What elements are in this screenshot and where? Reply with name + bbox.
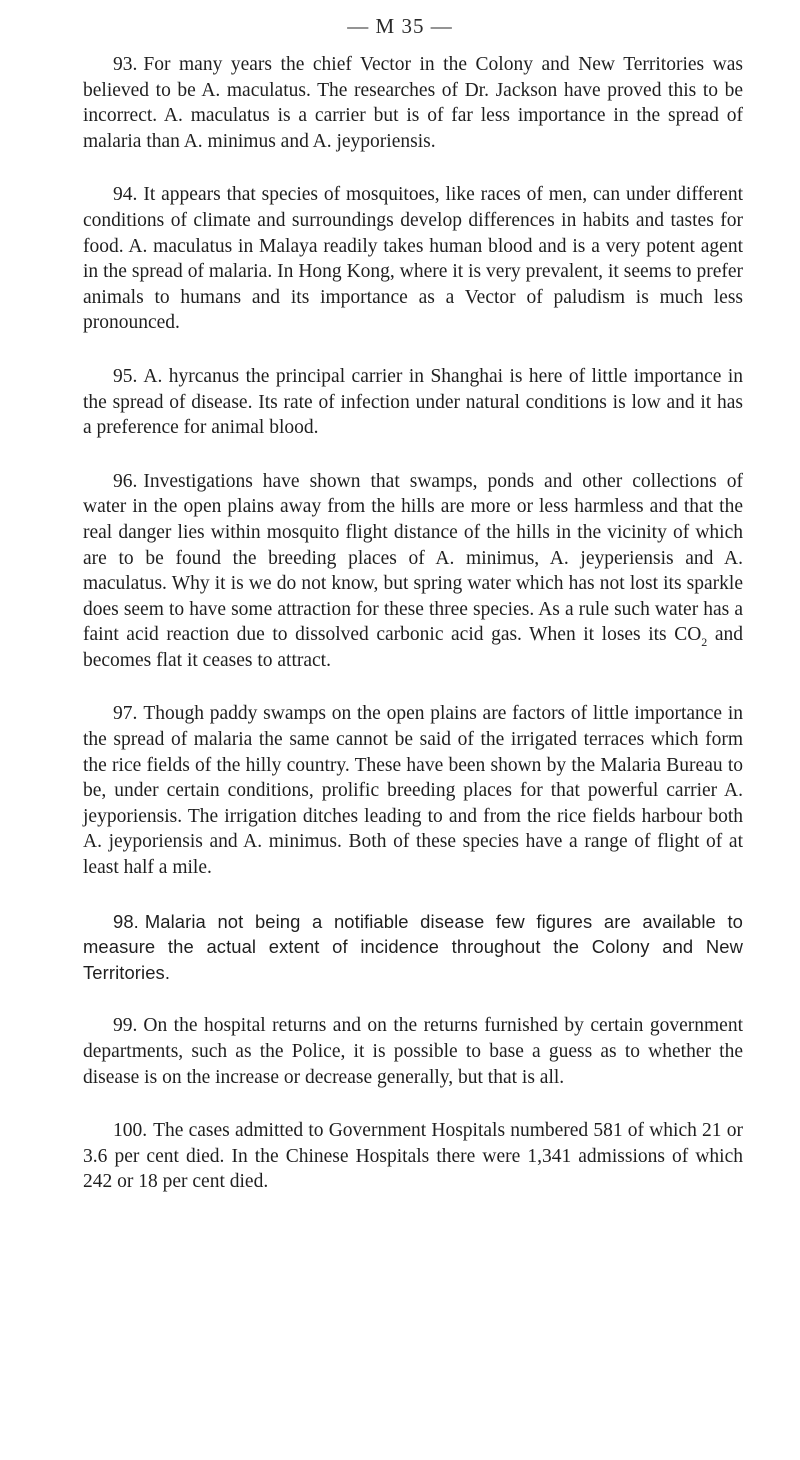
paragraph-number: 97.	[113, 703, 138, 725]
paragraph-number: 96.	[113, 470, 138, 492]
paragraph-number: 93.	[113, 54, 138, 75]
paragraph-97	[83, 701, 743, 880]
paragraph-number: 100.	[113, 1120, 148, 1142]
paragraph-text: It appears that species of mosquitoes, like races of men, can under different conditions of climate and surroundings develop differences in habits and tastes for food. A. maculatus in Malaya readily takes human blood and is a very potent agent in the spread of malaria. In Hong Kong, where it is very prevalent, it seems to prefer animals to humans and its importance as a Vector of paludism is much less pronounced.	[83, 184, 743, 334]
paragraph-number: 99.	[113, 1015, 138, 1037]
paragraph-text: On the hospital returns and on the returns furnished by certain government departments, such as the Police, it is possible to base a guess as to whether the disease is on the increase or decrease generally, but that is all.	[83, 1015, 743, 1088]
paragraph-99	[83, 1013, 743, 1090]
paragraph-number: 95.	[113, 365, 138, 387]
paragraph-96	[83, 469, 743, 674]
paragraph-93	[83, 52, 743, 154]
paragraph-text: Investigations have shown that swamps, ponds and other collections of water in the open plains away from the hills are more or less harmless and that the real danger lies within mosquito flight distance of the hills in the vicinity of which are to be found the breeding places of A. minimus, A. jeyperiensis and A. maculatus. Why it is we do not know, but spring water which has not lost its sparkle does seem to have some attraction for these three species. As a rule such water has a faint acid reaction due to dissolved carbonic acid gas. When it loses its CO	[83, 470, 743, 646]
paragraph-98	[83, 909, 743, 986]
chemical-subscript: 2	[701, 635, 708, 650]
paragraph-text: A. hyrcanus the principal carrier in Shanghai is here of little importance in the spread of disease. Its rate of infection under natural conditions is low and it has a preference for animal blood.	[83, 365, 743, 439]
page-number-header: — M 35 —	[347, 14, 453, 38]
paragraph-95	[83, 364, 743, 441]
paragraph-number: 94.	[113, 184, 138, 206]
paragraph-text-continued: and becomes flat it ceases to attract.	[83, 624, 743, 671]
paragraph-94	[83, 182, 743, 336]
document-body	[83, 52, 743, 1223]
paragraph-text: Though paddy swamps on the open plains are factors of little importance in the spread of malaria the same cannot be said of the irrigated terraces which form the rice fields of the hilly country. These have been shown by the Malaria Bureau to be, under certain conditions, prolific breeding places for that powerful carrier A. jeyporiensis. The irrigation ditches leading to and from the rice fields harbour both A. jeyporiensis and A. minimus. Both of these species have a range of flight of at least half a mile.	[83, 703, 743, 879]
paragraph-text: For many years the chief Vector in the Colony and New Territories was believed to be A. maculatus. The researches of Dr. Jackson have proved this to be incorrect. A. maculatus is a carrier but is of far less importance in the spread of malaria than A. minimus and A. jeyporiensis.	[83, 54, 743, 152]
paragraph-text: The cases admitted to Government Hospitals numbered 581 of which 21 or 3.6 per cent died. In the Chinese Hospitals there were 1,341 admissions of which 242 or 18 per cent died.	[83, 1120, 743, 1193]
paragraph-text: Malaria not being a notifiable disease few figures are available to measure the actual extent of incidence throughout the Colony and New Territories.	[83, 910, 743, 983]
paragraph-number: 98.	[113, 910, 139, 932]
paragraph-100	[83, 1118, 743, 1195]
